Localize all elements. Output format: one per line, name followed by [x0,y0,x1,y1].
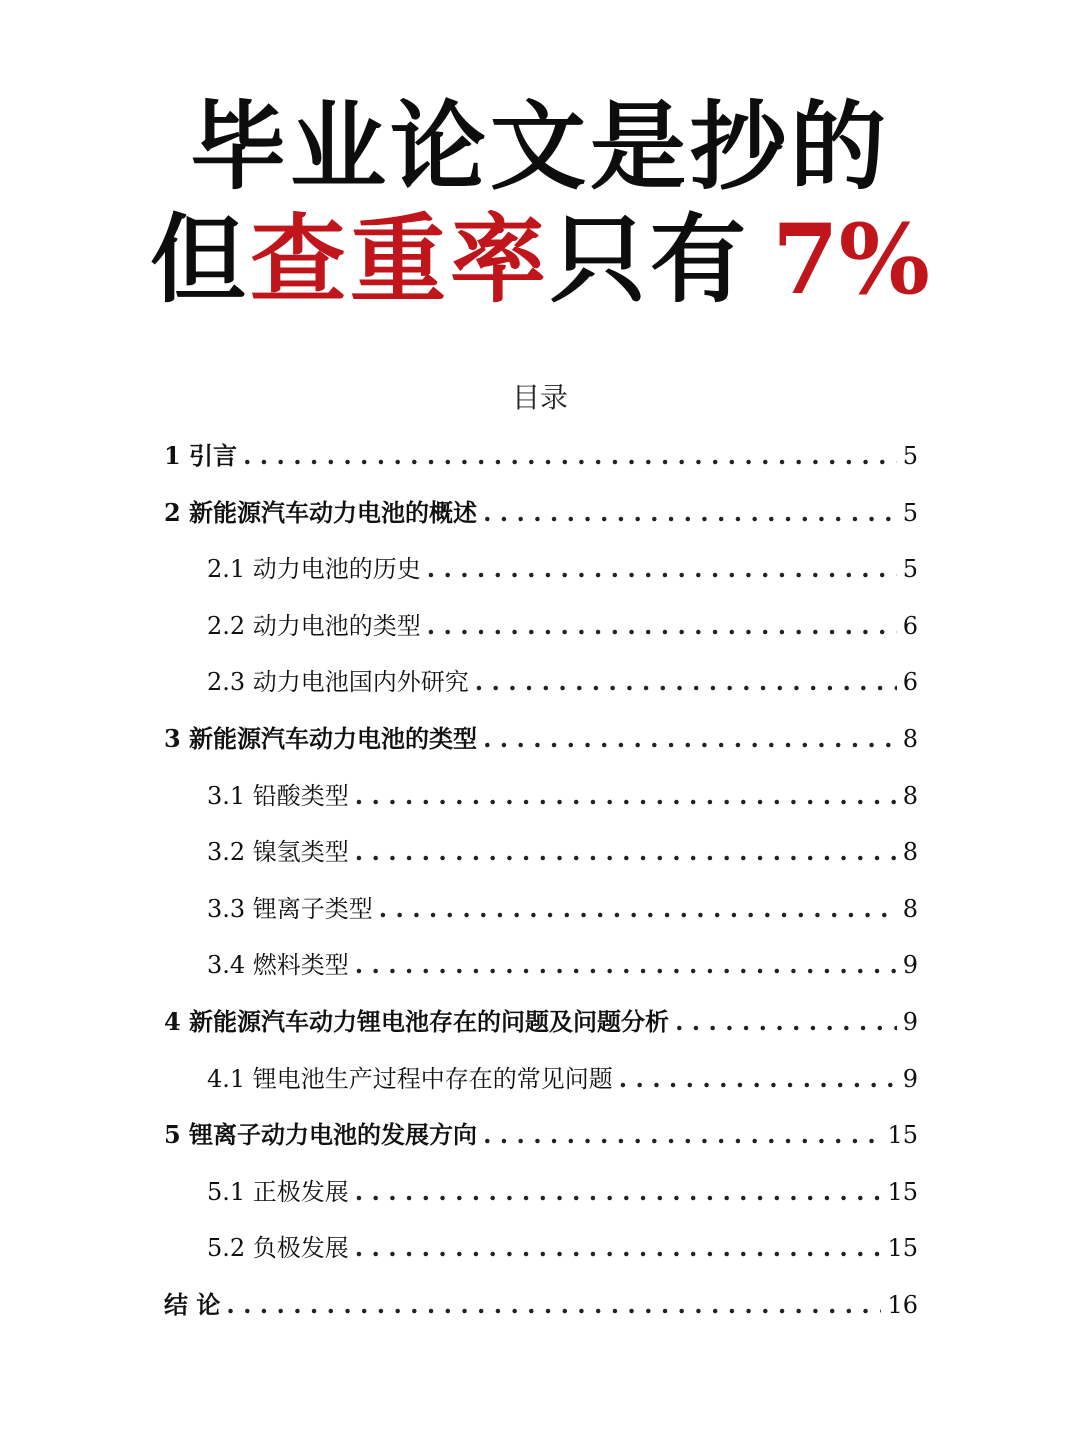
toc-entry-label: 3.2 镍氢类型 [207,838,349,867]
headline-line-1-text: 毕业论文是抄的 [190,91,890,203]
toc-dot-leader [483,1107,881,1164]
table-of-contents [164,428,918,1334]
toc-entry[interactable] [164,768,918,825]
toc-dot-leader [427,598,897,655]
toc-dot-leader [355,1220,882,1277]
toc-dot-leader [427,541,897,598]
toc-entry[interactable] [164,1220,918,1277]
toc-entry-page-number: 6 [902,611,918,640]
toc-entry[interactable] [164,711,918,768]
toc-entry-label: 2.2 动力电池的类型 [207,611,421,640]
toc-entry[interactable] [164,1051,918,1108]
toc-entry-page-number: 15 [887,1121,918,1150]
toc-dot-leader [243,428,897,485]
toc-entry[interactable] [164,654,918,711]
toc-entry-label: 3.4 燃料类型 [207,951,349,980]
toc-entry-label: 3.1 铅酸类型 [207,781,349,810]
toc-entry[interactable] [164,1164,918,1221]
headline-mid: 只有 [549,204,750,316]
toc-entry[interactable] [164,824,918,881]
toc-title: 目录 [511,381,568,414]
toc-entry[interactable] [164,598,918,655]
toc-entry[interactable] [164,541,918,598]
toc-entry-page-number: 16 [887,1290,918,1319]
toc-entry-label: 2.1 动力电池的历史 [207,555,421,584]
toc-entry-page-number: 6 [902,668,918,697]
toc-entry-page-number: 15 [887,1234,918,1263]
toc-entry[interactable] [164,428,918,485]
toc-dot-leader [355,937,897,994]
toc-entry-label: 5.2 负极发展 [207,1234,349,1263]
toc-entry[interactable] [164,485,918,542]
toc-dot-leader [619,1051,897,1108]
toc-entry-page-number: 9 [902,1064,918,1093]
toc-entry-label: 1 引言 [164,441,238,470]
toc-dot-leader [379,881,897,938]
toc-entry-page-number: 8 [902,838,918,867]
toc-entry-label: 4.1 锂电池生产过程中存在的常见问题 [207,1064,613,1093]
headline-line-2 [0,205,1080,315]
toc-entry[interactable] [164,1107,918,1164]
toc-entry-label: 2.3 动力电池国内外研究 [207,668,469,697]
toc-entry-page-number: 5 [902,555,918,584]
toc-entry-page-number: 9 [902,951,918,980]
toc-entry-page-number: 5 [902,498,918,527]
toc-dot-leader [483,485,897,542]
toc-entry-label: 结 论 [164,1289,221,1319]
toc-entry[interactable] [164,994,918,1051]
toc-dot-leader [355,1164,882,1221]
toc-entry[interactable] [164,937,918,994]
toc-entry-label: 5 锂离子动力电池的发展方向 [164,1120,478,1150]
toc-entry-label: 3.3 锂离子类型 [207,894,373,923]
toc-entry-page-number: 8 [902,781,918,810]
toc-entry-label: 3 新能源汽车动力电池的类型 [164,723,478,753]
toc-entry-page-number: 15 [887,1177,918,1206]
toc-entry[interactable] [164,1277,918,1334]
toc-entry[interactable] [164,881,918,938]
toc-dot-leader [483,711,897,768]
toc-entry-page-number: 8 [902,724,918,753]
toc-entry-label: 2 新能源汽车动力电池的概述 [164,497,478,527]
headline-prefix: 但 [149,204,250,316]
toc-dot-leader [355,824,897,881]
toc-entry-page-number: 5 [902,442,918,470]
headline-line-1 [0,92,1080,202]
headline-percentage: 7% [771,203,930,316]
toc-entry-label: 5.1 正极发展 [207,1177,349,1206]
toc-entry-label: 4 新能源汽车动力锂电池存在的问题及问题分析 [164,1006,670,1036]
toc-dot-leader [475,654,897,711]
headline-highlight: 查重率 [249,204,550,316]
toc-dot-leader [355,768,897,825]
toc-entry-page-number: 8 [902,894,918,923]
toc-dot-leader [675,994,897,1051]
toc-entry-page-number: 9 [902,1007,918,1036]
toc-dot-leader [226,1277,881,1334]
